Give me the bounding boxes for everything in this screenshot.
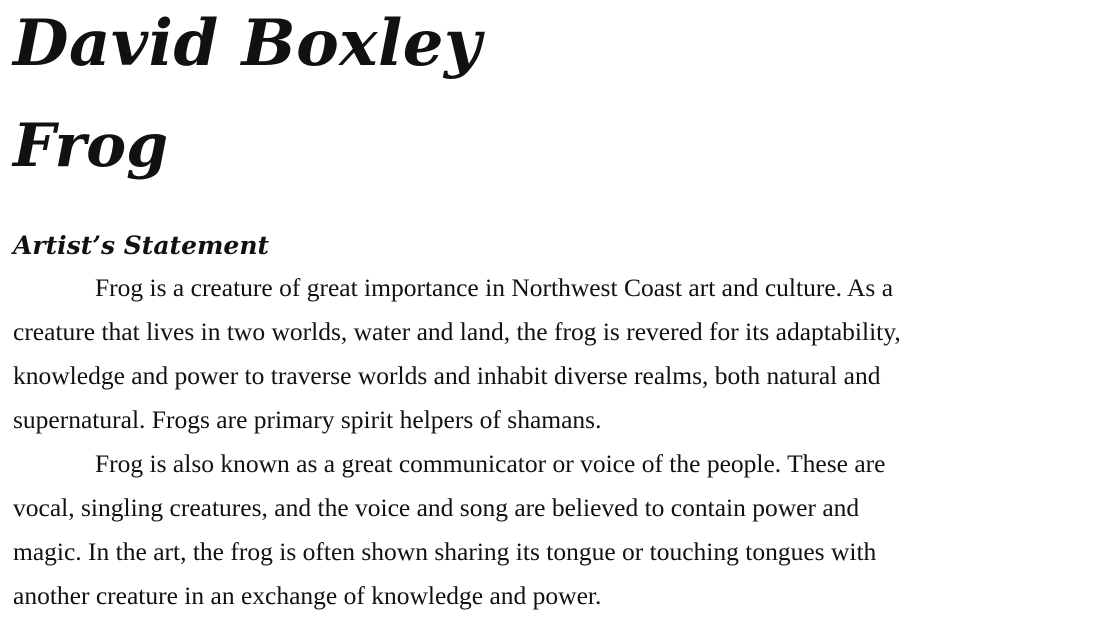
artist-name-title: David Boxley <box>13 6 482 81</box>
artist-statement-body <box>13 266 1093 618</box>
statement-paragraph-1 <box>13 266 1093 442</box>
text-line: creature that lives in two worlds, water and land, the frog is revered for its adaptability, <box>13 317 901 346</box>
artist-statement-heading: Artist’s Statement <box>13 231 270 260</box>
artwork-title: Frog <box>13 111 169 181</box>
text-line: supernatural. Frogs are primary spirit helpers of shamans. <box>13 405 602 434</box>
text-line: vocal, singling creatures, and the voice and song are believed to contain power and <box>13 493 860 522</box>
statement-paragraph-2 <box>13 442 1093 618</box>
text-line: another creature in an exchange of knowledge and power. <box>13 581 602 610</box>
text-line: knowledge and power to traverse worlds and inhabit diverse realms, both natural and <box>13 361 881 390</box>
text-line: magic. In the art, the frog is often shown sharing its tongue or touching tongues with <box>13 537 877 566</box>
text-line: Frog is also known as a great communicator or voice of the people. These are <box>95 449 886 478</box>
text-line: Frog is a creature of great importance in Northwest Coast art and culture. As a <box>95 273 894 302</box>
